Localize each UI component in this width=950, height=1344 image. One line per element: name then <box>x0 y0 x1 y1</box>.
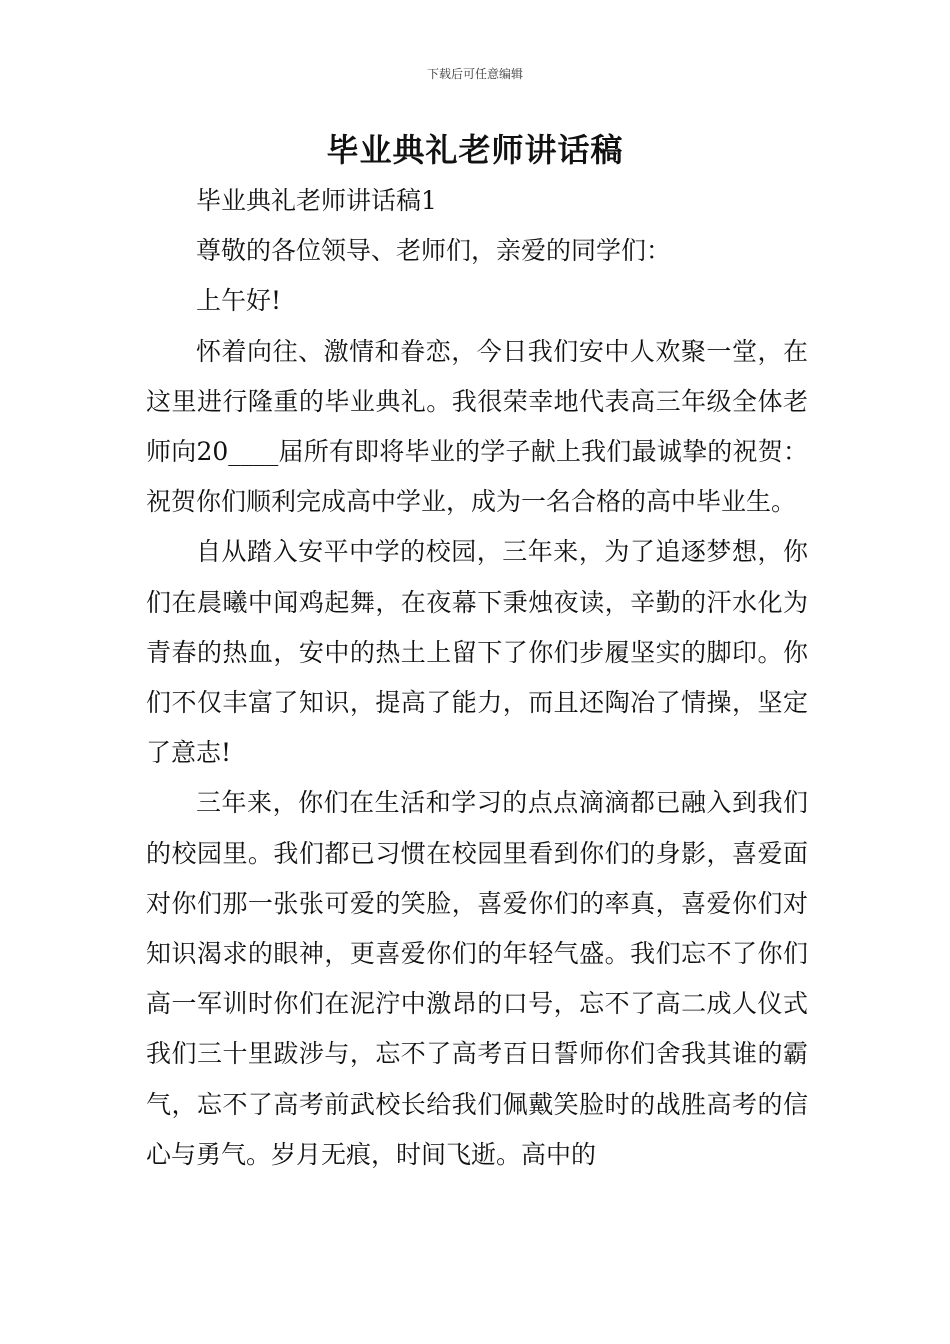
document-body <box>146 176 808 1180</box>
paragraph: 怀着向往、激情和眷恋，今日我们安中人欢聚一堂，在这里进行隆重的毕业典礼。我很荣幸地代表高三年级全体老师向20____届所有即将毕业的学子献上我们最诚挚的祝贺：祝贺你们顺利完成高中学业，成为一名合格的高中毕业生。 <box>146 336 808 517</box>
paragraph: 自从踏入安平中学的校园，三年来，为了追逐梦想，你们在晨曦中闻鸡起舞，在夜幕下秉烛夜读，辛勤的汗水化为青春的热血，安中的热土上留下了你们步履坚实的脚印。你们不仅丰富了知识，提高了能力，而且还陶冶了情操，坚定了意志! <box>146 537 808 768</box>
section-heading: 毕业典礼老师讲话稿1 <box>196 186 437 215</box>
document-title: 毕业典礼老师讲话稿 <box>326 131 624 169</box>
greeting: 上午好! <box>196 286 282 316</box>
salutation: 尊敬的各位领导、老师们，亲爱的同学们： <box>196 236 672 266</box>
paragraph: 三年来，你们在生活和学习的点点滴滴都已融入到我们的校园里。我们都已习惯在校园里看到你们的身影，喜爱面对你们那一张张可爱的笑脸，喜爱你们的率真，喜爱你们对知识渴求的眼神，更喜爱你们的年轻气盛。我们忘不了你们高一军训时你们在泥泞中激昂的口号，忘不了高二成人仪式我们三十里跋涉与，忘不了高考百日誓师你们舍我其谁的霸气，忘不了高考前武校长给我们佩戴笑脸时的战胜高考的信心与勇气。岁月无痕，时间飞逝。高中的 <box>146 788 808 1169</box>
header-note: 下载后可任意编辑 <box>426 67 523 81</box>
